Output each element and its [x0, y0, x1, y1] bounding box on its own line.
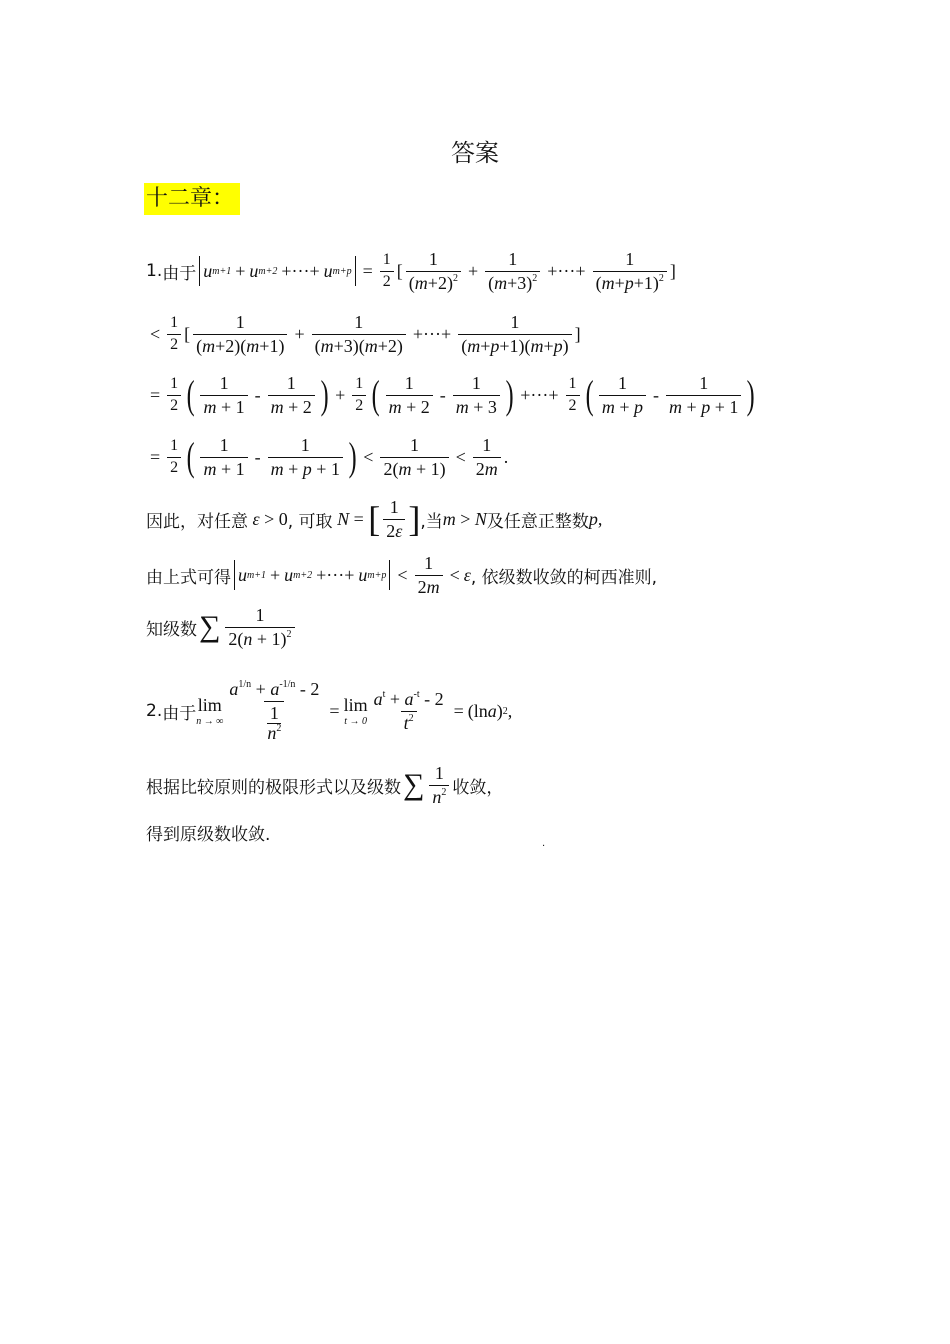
p1-number: 1.: [146, 261, 163, 282]
p1-eq-line-2: < $\frac{1}{2}$ [ $\frac{1}{(m+2)(m+1)}$ + $\frac{1}{(m+3)(m+2)}$ +···+ $\frac{1}{(m+p+1)(m+p)}$ ]: [150, 312, 581, 356]
chapter-heading: 十二章：: [144, 183, 240, 215]
p1-eq-line-1: 1. 由于 u m+1 + u m+2 +···+ u m+p = $\frac{1}{2}$ [ $\frac{1}{(m+2)^2}$ + $\frac{1}{(m+3)^2}$ +···+ $\frac{1}{(m+p+1)^2}$ ]: [146, 249, 676, 293]
page-title: 答案: [451, 139, 499, 167]
p2-text-line-2: 根据比较原则的极限形式以及级数 ∑ $\frac{1}{n^2}$ 收敛，: [146, 763, 504, 807]
p2-intro: 由于: [162, 703, 197, 724]
p1-text-line-5: 因此，对任意 ε > 0 , 可取 N = [ $\frac{1}{2\varepsilon}$ ] ,当 m > N 及任意正整数 p ,: [146, 497, 603, 541]
footer-dot: .: [542, 838, 546, 849]
p2-number: 2.: [146, 701, 163, 722]
p1-text-line-6: 由上式可得 u m+1 + u m+2 +···+ u m+p < $\frac{1}{2m}$ < ε , 依级数收敛的柯西准则,: [146, 553, 658, 597]
p1-text-line-7: 知级数 ∑ $\frac{1}{2(n + 1)^2}$: [146, 606, 298, 649]
p2-eq-line-1: 2. 由于 lim n → ∞ $a^{1/n} + a^{-1/n} - 2$ 1 $n^2$ = lim t → 0 $\frac{a^t + a^{-t} - 2}{t^2}$ = (ln a ) 2 ,: [146, 679, 513, 743]
p1-eq-line-4: = $\frac{1}{2}$ ( $\frac{1}{m + 1}$ - $\frac{1}{m + p + 1}$ ) < $\frac{1}{2(m + 1)}$ < $\frac{1}{2m}$ .: [150, 434, 509, 480]
p1-eq-line-3: = $\frac{1}{2}$ ( $\frac{1}{m + 1}$ - $\frac{1}{m + 2}$ ) + $\frac{1}{2}$ ( $\frac{1}{m + 2}$ - $\frac{1}{m + 3}$ ) +···+ $\frac{1}{2}$ ( $\frac{1}{m + p}$ - $\frac{1}{m + p + 1}$ ): [150, 372, 756, 418]
p2-text-line-3: 得到原级数收敛.: [146, 825, 271, 845]
p1-intro: 由于: [162, 263, 197, 284]
